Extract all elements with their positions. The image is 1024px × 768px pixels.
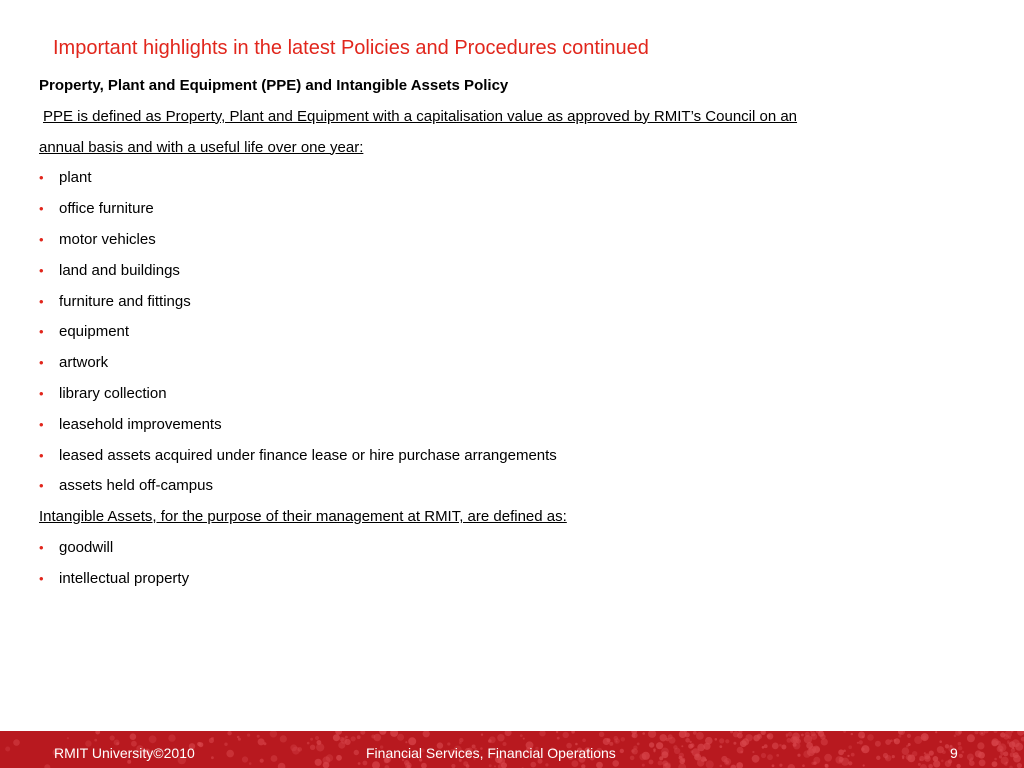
footer-pattern-dot [696,754,700,758]
bullet-icon: • [39,355,44,371]
footer-pattern-dot [1017,763,1022,768]
footer-pattern-dot [315,759,322,766]
footer-pattern-dot [959,754,963,758]
list-item [39,383,979,414]
list-item-text: library collection [59,384,167,402]
footer-pattern-dot [642,732,645,735]
ppe-definition-line-1 [39,106,979,137]
footer-pattern-dot [876,756,880,760]
footer-pattern-dot [920,764,927,768]
footer-pattern-dot [958,742,962,746]
footer-pattern-dot [767,734,771,738]
footer-pattern-dot [689,741,691,743]
footer-pattern-dot [679,753,684,758]
list-item [39,475,979,506]
footer-pattern-dot [660,734,667,741]
footer-pattern-dot [994,758,997,761]
list-item-text: leasehold improvements [59,415,222,433]
footer-pattern-dot [637,743,640,746]
footer-pattern-dot [786,735,788,737]
footer-pattern-dot [733,742,736,745]
footer-pattern-dot [761,731,766,735]
footer-pattern-dot [762,746,765,749]
footer-pattern-dot [752,755,760,763]
footer-pattern-dot [639,753,646,760]
footer-pattern-dot [621,737,625,741]
footer-pattern-dot [921,733,929,741]
footer-pattern-dot [697,759,704,766]
list-item-text: plant [59,169,92,187]
footer-pattern-dot [737,747,744,754]
bullet-icon: • [39,478,44,494]
footer-pattern-dot [1003,734,1009,740]
footer-pattern-dot [354,750,359,755]
footer-pattern-dot [696,732,704,740]
footer-pattern-dot [991,740,997,746]
footer-pattern-dot [224,743,227,746]
footer-pattern-dot [898,731,905,735]
footer-pattern-dot [247,734,250,737]
footer-pattern-dot [885,739,891,745]
slide-title: Important highlights in the latest Policies and Procedures continued [53,37,649,59]
footer-pattern-dot [258,738,265,745]
footer-pattern-dot [858,732,865,739]
footer-pattern-dot [631,749,635,753]
footer-pattern-dot [736,762,743,768]
footer-pattern-dot [13,739,20,746]
footer-pattern-dot [360,731,365,735]
footer-pattern-dot [1011,748,1015,752]
footer-pattern-dot [740,740,747,747]
footer-pattern-dot [674,748,680,754]
footer-pattern-dot [848,745,852,749]
footer-pattern-dot [958,746,962,750]
footer-pattern-dot [994,731,998,733]
bullet-icon: • [39,293,44,309]
footer-pattern-dot [260,759,264,763]
footer-pattern-dot [44,764,50,768]
intangible-items-list [39,537,979,599]
footer-pattern-dot [935,731,937,733]
footer-pattern-dot [967,754,974,761]
footer-pattern-dot [336,755,342,761]
footer-pattern-dot [929,751,934,756]
footer-pattern-dot [890,739,893,742]
footer-pattern-dot [906,754,912,760]
list-item [39,321,979,352]
footer-pattern-dot [821,738,828,745]
footer-pattern-dot [779,744,782,747]
footer-pattern-dot [721,756,727,762]
bullet-icon: • [39,447,44,463]
footer-pattern-dot [315,736,319,740]
footer-bar [0,731,1024,768]
list-item [39,414,979,445]
footer-pattern-dot [725,739,729,743]
list-item-text: leased assets acquired under finance lease or hire purchase arrangements [59,446,557,464]
footer-pattern-dot [661,751,668,758]
footer-pattern-dot [792,736,799,743]
footer-pattern-dot [892,755,895,758]
footer-pattern-dot [270,731,277,738]
footer-pattern-dot [338,742,345,749]
footer-pattern-dot [851,753,855,757]
list-item-text: intellectual property [59,569,190,587]
footer-pattern-dot [630,756,635,761]
footer-pattern-dot [979,731,985,736]
footer-pattern-dot [649,760,654,765]
footer-pattern-dot [805,732,810,737]
footer-pattern-dot [333,734,340,741]
footer-pattern-dot [278,763,286,768]
footer-pattern-dot [824,754,832,762]
footer-pattern-dot [730,731,733,733]
footer-pattern-dot [681,745,683,747]
footer-pattern-dot [761,753,766,758]
footer-pattern-dot [802,764,805,767]
slide-content [39,75,979,599]
footer-pattern-dot [292,747,300,755]
footer-pattern-dot [706,760,714,768]
list-item-text: assets held off-campus [59,477,213,495]
list-item-text: artwork [59,354,109,372]
footer-pattern-dot [745,734,752,741]
footer-pattern-dot [992,761,998,767]
list-item [39,291,979,322]
list-item [39,167,979,198]
list-item [39,229,979,260]
footer-pattern-dot [772,764,775,767]
footer-pattern-dot [690,743,694,747]
footer-pattern-dot [719,745,722,748]
footer-pattern-dot [859,740,863,744]
footer-pattern-dot [656,742,663,749]
footer-pattern-dot [280,735,287,742]
footer-pattern-dot [316,743,324,751]
footer-pattern-dot [969,760,975,766]
footer-pattern-dot [875,741,881,747]
footer-pattern-dot [5,747,10,752]
footer-pattern-dot [257,735,260,738]
bullet-icon: • [39,539,44,555]
footer-pattern-dot [851,733,853,735]
footer-pattern-dot [863,764,865,766]
footer-pattern-dot [226,750,234,758]
footer-pattern-dot [781,745,786,750]
footer-pattern-dot [642,764,645,767]
footer-pattern-dot [898,735,901,738]
intangible-definition-text: Intangible Assets, for the purpose of their management at RMIT, are defined as: [39,508,567,526]
footer-pattern-dot [861,745,869,753]
footer-pattern-dot [720,765,723,768]
footer-pattern-dot [730,765,736,768]
footer-pattern-dot [715,738,718,741]
footer-pattern-dot [907,734,911,738]
list-item-text: motor vehicles [59,230,156,248]
ppe-definition-line-2 [39,137,979,168]
footer-pattern-dot [979,759,986,766]
footer-pattern-dot [351,736,356,741]
footer-pattern-dot [345,736,348,739]
footer-pattern-dot [757,734,761,738]
footer-pattern-dot [885,756,889,760]
list-item-text: land and buildings [59,261,180,279]
list-item [39,445,979,476]
footer-pattern-dot [719,738,724,743]
footer-pattern-dot [620,749,624,753]
footer-pattern-dot [788,764,795,768]
footer-copyright: RMIT University©2010 [54,745,195,761]
footer-pattern-dot [1003,751,1008,756]
footer-pattern-dot [737,733,743,739]
footer-pattern-dot [999,755,1002,758]
footer-pattern-dot [919,759,921,761]
footer-pattern-dot [632,734,636,738]
list-item [39,537,979,568]
footer-pattern-dot [685,738,690,743]
footer-pattern-dot [238,738,241,741]
list-item-text: office furniture [59,200,154,218]
bullet-icon: • [39,385,44,401]
bullet-icon: • [39,416,44,432]
footer-pattern-dot [752,751,754,753]
footer-pattern-dot [242,756,248,762]
footer-pattern-dot [838,749,844,755]
bullet-icon: • [39,170,44,186]
footer-pattern-dot [211,756,214,759]
footer-pattern-dot [648,731,656,738]
footer-pattern-dot [941,760,944,763]
list-item [39,352,979,383]
footer-pattern-dot [1007,742,1009,744]
bullet-icon: • [39,262,44,278]
list-item [39,568,979,599]
footer-pattern-dot [847,755,849,757]
footer-pattern-dot [779,764,782,767]
footer-pattern-dot [197,742,201,746]
footer-pattern-dot [801,734,804,737]
footer-pattern-dot [271,755,278,762]
footer-pattern-dot [310,738,313,741]
footer-pattern-dot [705,737,713,745]
footer-pattern-dot [803,750,810,757]
footer-pattern-dot [249,762,252,765]
footer-pattern-dot [902,747,910,755]
footer-pattern-dot [693,731,697,735]
footer-pattern-dot [814,747,820,753]
list-item [39,198,979,229]
footer-pattern-dot [211,737,214,740]
footer-pattern-dot [835,756,843,764]
ppe-definition-text-2: annual basis and with a useful life over one year: [39,138,364,156]
policy-heading: Property, Plant and Equipment (PPE) and Intangible Assets Policy [39,77,509,94]
footer-pattern-dot [933,760,940,767]
footer-pattern-dot [894,739,897,742]
ppe-items-list [39,167,979,506]
footer-pattern-dot [857,742,859,744]
footer-pattern-dot [764,744,768,748]
footer-pattern-dot [681,758,685,762]
footer-pattern-dot [776,754,779,757]
list-item-text: goodwill [59,538,114,556]
footer-pattern-dot [653,750,655,752]
footer-pattern-dot [358,762,361,765]
footer-pattern-dot [867,734,874,741]
bullet-icon: • [39,324,44,340]
footer-pattern-dot [227,731,231,735]
footer-pattern-dot [977,742,984,749]
footer-pattern-dot [633,746,637,750]
footer-pattern-dot [1010,752,1015,757]
footer-pattern-dot [967,734,975,742]
footer-pattern-dot [317,740,322,745]
footer-pattern-dot [928,764,933,768]
footer-pattern-dot [902,757,904,759]
footer-pattern-dot [788,732,793,737]
bullet-icon: • [39,231,44,247]
footer-pattern-dot [974,731,978,734]
footer-pattern-dot [767,754,773,760]
footer-pattern-dot [307,742,310,745]
bullet-icon: • [39,570,44,586]
footer-pattern-dot [658,761,663,766]
footer-pattern-dot [1012,739,1020,747]
ppe-definition-text-1: PPE is defined as Property, Plant and Equipment with a capitalisation value as approved by RMIT’s Council on an [43,107,798,125]
footer-pattern-dot [937,746,944,753]
footer-pattern-dot [1017,731,1024,736]
footer-pattern-dot [669,737,676,744]
footer-pattern-dot [813,757,820,764]
footer-pattern-dot [962,751,965,754]
page-number: 9 [950,745,958,761]
footer-pattern-dot [310,745,315,750]
footer-pattern-dot [908,743,911,746]
footer-pattern-dot [649,742,654,747]
footer-pattern-dot [326,754,333,761]
footer-pattern-dot [918,763,921,766]
footer-pattern-dot [939,740,942,743]
footer-pattern-dot [679,731,687,738]
footer-pattern-dot [797,754,800,757]
footer-pattern-dot [997,745,1004,752]
footer-pattern-dot [357,735,361,739]
list-item-text: equipment [59,323,130,341]
intangible-definition-line [39,506,979,537]
footer-department: Financial Services, Financial Operations [366,745,616,761]
footer-pattern-dot [772,743,779,750]
list-item-text: furniture and fittings [59,292,191,310]
footer-pattern-dot [843,731,846,733]
bullet-icon: • [39,201,44,217]
list-item [39,260,979,291]
footer-pattern-dot [978,752,985,759]
footer-pattern-dot [1006,762,1008,764]
footer-pattern-dot [825,764,829,768]
